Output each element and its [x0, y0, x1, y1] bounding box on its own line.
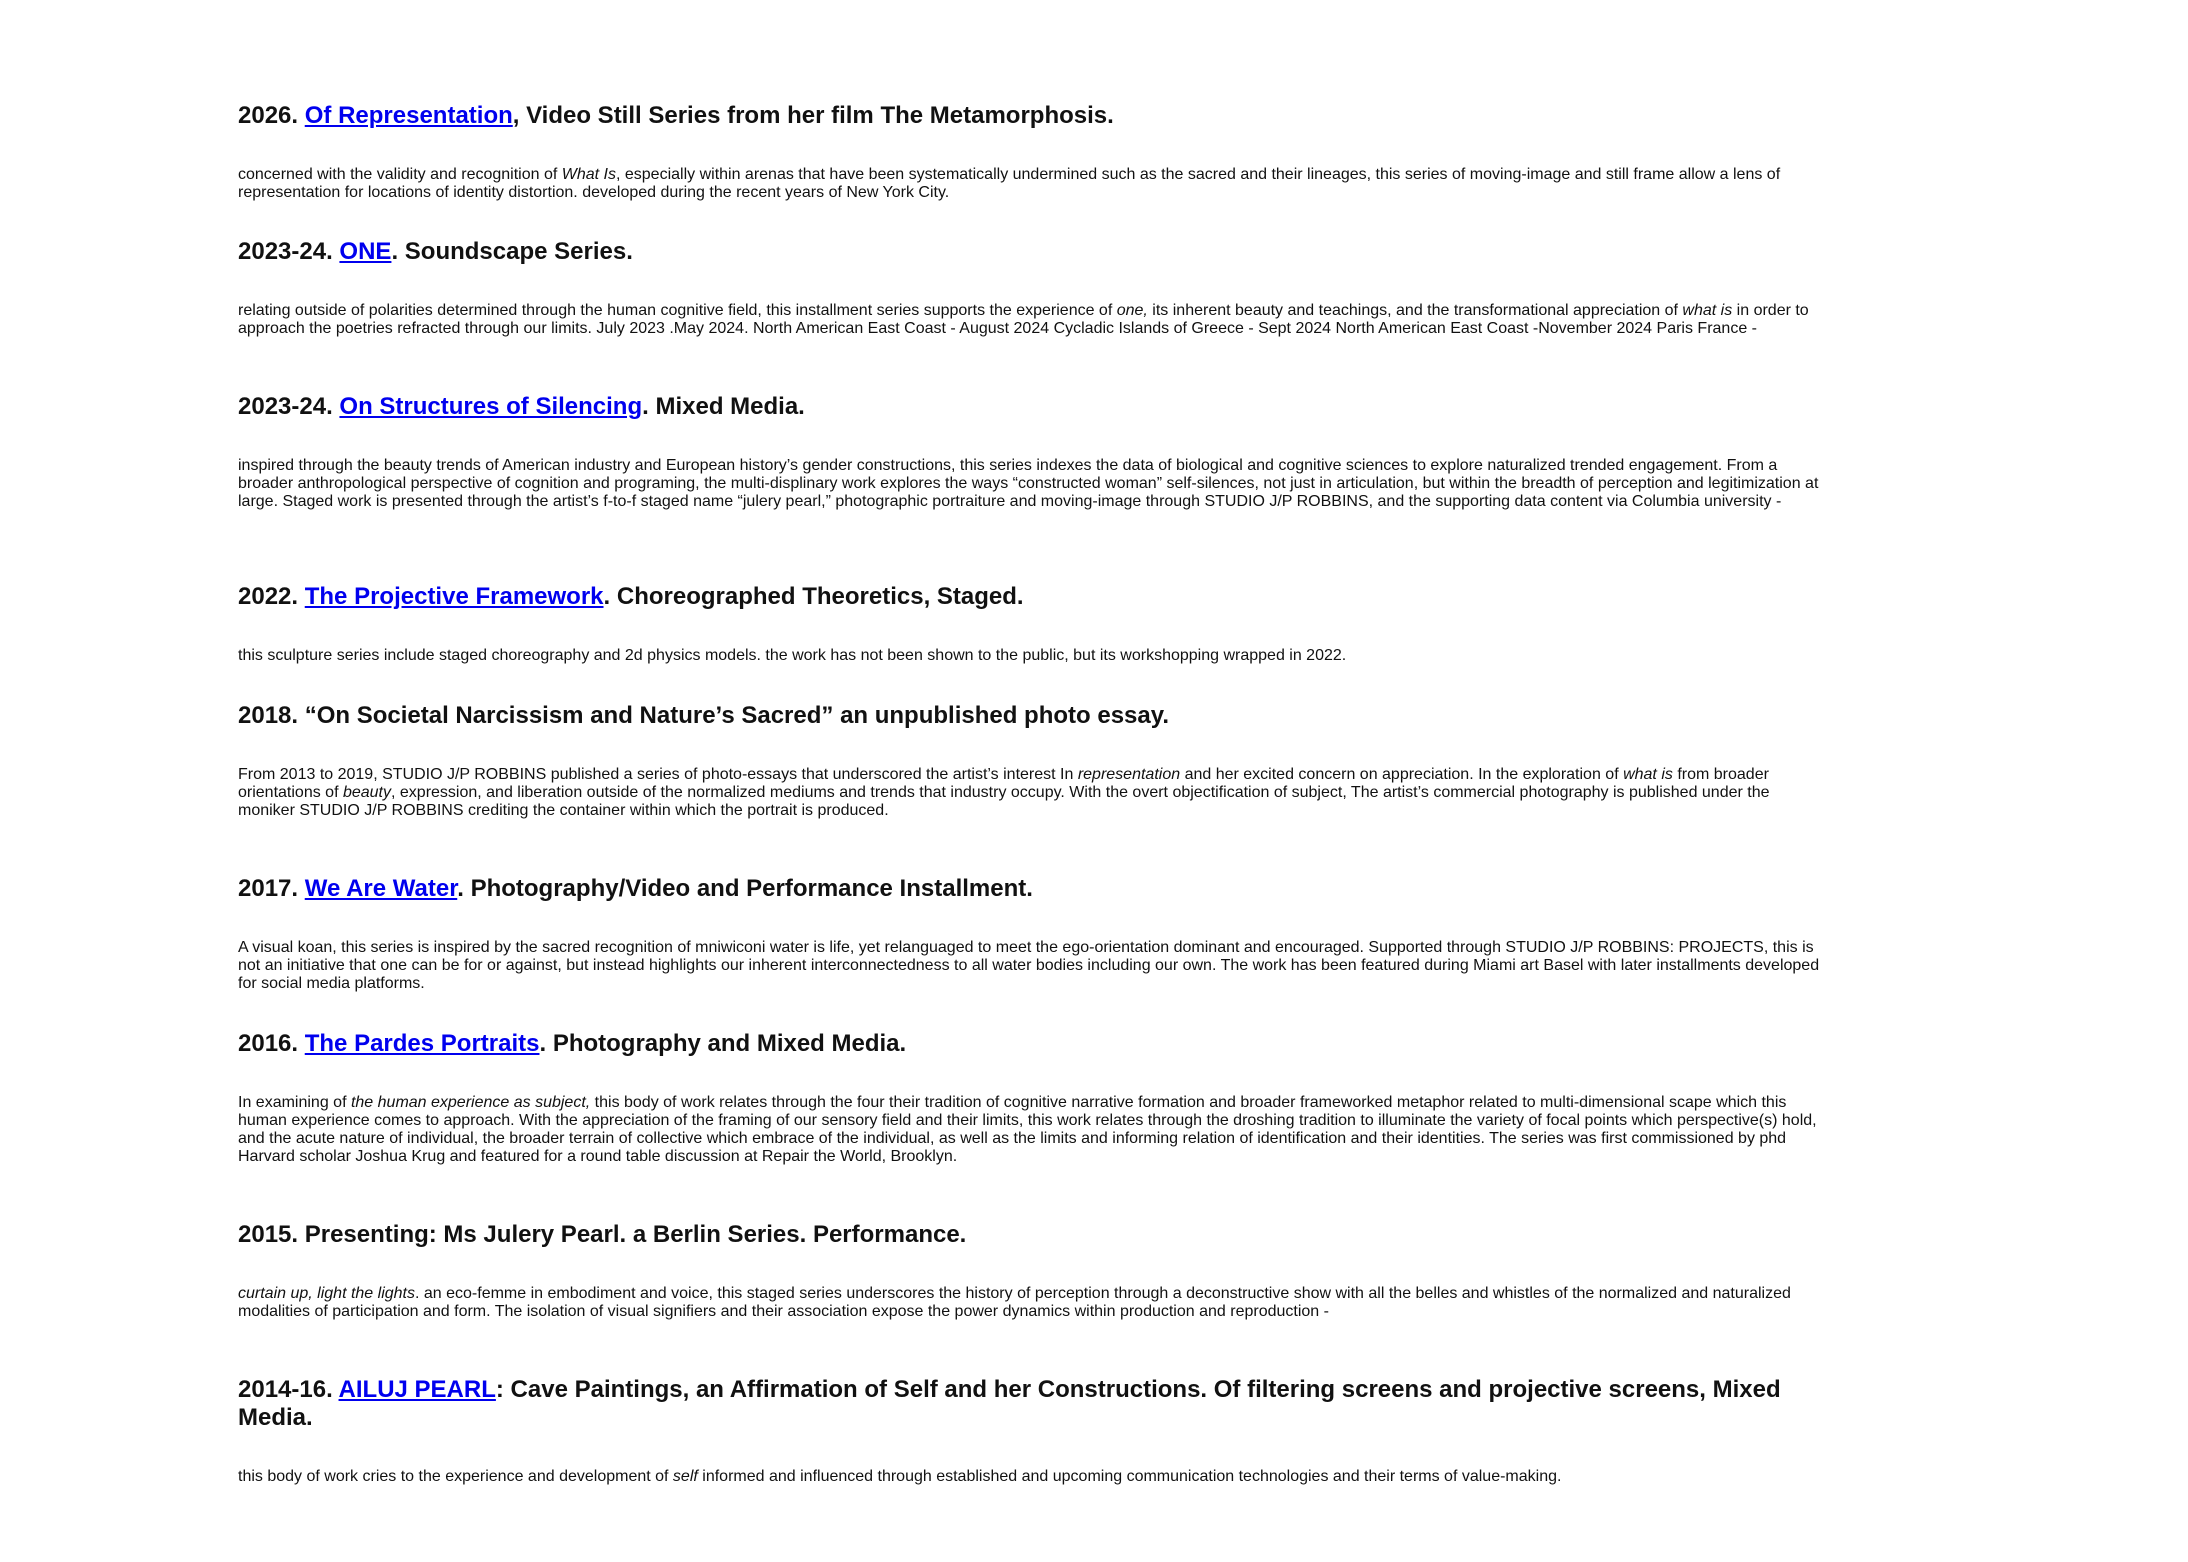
work-title-link[interactable]: The Pardes Portraits [304, 1029, 540, 1057]
emphasis-text: What Is [561, 166, 616, 183]
work-medium: The Metamorphosis. [880, 101, 1114, 129]
entry-year: 2014-16. [238, 1375, 333, 1403]
title-text: . [457, 874, 471, 902]
entry-title [238, 1030, 1838, 1058]
title-text: , Video Still Series from [512, 101, 788, 129]
work-title-link[interactable]: The Projective Framework [304, 582, 604, 610]
work-title-link[interactable]: AILUJ PEARL [338, 1375, 496, 1403]
entry-year: 2018. [238, 701, 299, 729]
entry-year: 2026. [238, 101, 299, 129]
title-text: . [642, 392, 656, 420]
description-text: relating outside of polarities determined through the human cognitive field, this installment series supports the experience of [238, 302, 1117, 319]
work-medium: Photography and Mixed Media. [552, 1029, 907, 1057]
work-medium: Soundscape Series. [404, 237, 633, 265]
description-text: , especially within arenas that have been systematically undermined such as the sacred and their lineages, this series of moving-image and still frame allow a lens of representation for locations of identity distortion. developed during the recent years of New York City. [238, 166, 1781, 201]
title-text: . [603, 582, 617, 610]
entry-title [238, 875, 1838, 903]
entry-description [238, 939, 1828, 993]
title-text: : Cave Paintings, an Affirmation of Self and her Constructions. [495, 1375, 1214, 1403]
entry-description [238, 166, 1828, 202]
entry-title [238, 393, 1838, 421]
entry-year: 2017. [238, 874, 299, 902]
exhibition-note: the work has not been shown to the public, but its workshopping wrapped in 2022. [765, 647, 1347, 664]
title-text: Presenting: Ms Julery Pearl. a Berlin Series. [298, 1220, 813, 1248]
entry-year: 2023-24. [238, 392, 333, 420]
exhibition-note: Staged work is presented through the artist’s f-to-f staged name “julery pearl,” photographic portraiture and moving-image through STUDIO J/P ROBBINS, and the supporting data content via Columbia university - [282, 493, 1782, 510]
emphasis-text: what is [1623, 766, 1673, 783]
title-text: “On Societal Narcissism and Nature’s Sacred” [298, 701, 841, 729]
exhibition-note: July 2023 .May 2024. North American East Coast - August 2024 Cycladic Islands of Greece - Sept 2024 North American East Coast -November 2024 Paris France - [596, 320, 1757, 337]
emphasis-text: one, [1116, 302, 1148, 319]
description-text: informed and influenced through established and upcoming communication technologies and their terms of value-making. [697, 1468, 1562, 1485]
description-text: , expression, and liberation outside of the normalized mediums and trends that industry occupy. [391, 784, 1070, 801]
entry-description [238, 1285, 1828, 1321]
description-text: . an eco-femme in embodiment and voice, this staged series underscores the history of perception through a deconstructive show with all the belles and whistles of the normalized and naturalized modalities of participation and form. The isolation of visual signifiers and their association expose the power dynamics within production and reproduction - [238, 1285, 1791, 1320]
description-text: concerned with the validity and recognition of [238, 166, 562, 183]
description-text: from broader orientations of [238, 766, 1769, 801]
entry-description [238, 647, 1828, 665]
description-text: this body of work cries to the experience and development of [238, 1468, 673, 1485]
title-text [298, 875, 305, 902]
emphasis-text: the human experience as subject, [350, 1094, 591, 1111]
faint-text: her film [787, 101, 881, 129]
title-text: . [539, 1029, 553, 1057]
entry-title [238, 1221, 1838, 1249]
description-text: In examining of [238, 1094, 351, 1111]
work-medium: Choreographed Theoretics, Staged. [616, 582, 1024, 610]
emphasis-text: representation [1077, 766, 1181, 783]
description-text: and her excited concern on appreciation. In the exploration of [1180, 766, 1624, 783]
work-medium: Mixed Media. [655, 392, 805, 420]
title-text [298, 102, 305, 129]
work-title-link[interactable]: Of Representation [304, 101, 513, 129]
exhibition-note: With the overt objectification of subject, The artist’s commercial photography is published under the moniker STUDIO J/P ROBBINS crediting the container within which the portrait is produced. [238, 784, 1770, 819]
entry-description [238, 302, 1828, 338]
entry-title [238, 102, 1838, 130]
title-text [298, 583, 305, 610]
entry-description [238, 766, 1828, 820]
emphasis-text: beauty [342, 784, 391, 801]
description-text: inspired through the beauty trends of American industry and European history’s gender constructions, this series indexes the data of biological and cognitive sciences to explore naturalized trended engagement. From a broader anthropological perspective of cognition and programing, the multi-displinary work explores the ways “constructed woman” self-silences, not just in articulation, but within the breadth of perception and legitimization at large. [238, 457, 1819, 510]
entry-title [238, 238, 1838, 266]
exhibition-note: The series was first commissioned by phd Harvard scholar Joshua Krug and featured for a round table discussion at Repair the World, Brooklyn. [238, 1130, 1787, 1165]
emphasis-text: self [672, 1468, 698, 1485]
emphasis-text: what is [1682, 302, 1733, 319]
entry-year: 2023-24. [238, 237, 333, 265]
work-medium: an unpublished photo essay. [840, 701, 1169, 729]
work-medium: Performance. [812, 1220, 967, 1248]
entry-title [238, 702, 1838, 730]
exhibition-note: The work has been featured during Miami art Basel with later installments developed for social media platforms. [238, 957, 1820, 992]
entry-description [238, 1468, 1828, 1486]
entry-description [238, 457, 1828, 511]
entry-year: 2022. [238, 582, 299, 610]
description-text: its inherent beauty and teachings, and the transformational appreciation of [1147, 302, 1683, 319]
work-title-link[interactable]: ONE [339, 237, 392, 265]
title-text [298, 1030, 305, 1057]
work-medium: Photography/Video and Performance Installment. [470, 874, 1033, 902]
entry-title [238, 1376, 1838, 1432]
entry-year: 2015. [238, 1220, 299, 1248]
description-text: From 2013 to 2019, STUDIO J/P ROBBINS published a series of photo-essays that underscored the artist’s interest In [238, 766, 1078, 783]
work-title-link[interactable]: We Are Water [304, 874, 458, 902]
entry-description [238, 1094, 1828, 1166]
work-medium: Of filtering screens and projective screens, Mixed Media. [238, 1375, 1781, 1431]
description-text: this body of work relates through the four their tradition of cognitive narrative formation and broader frameworked metaphor related to multi-dimensional scape which this human experience comes to approach. With the appreciation of the framing of our sensory field and their limits, this work relates through the droshing tradition to illuminate the variety of focal points which perspective(s) hold, and the acute nature of individual, the broader terrain of collective which embrace of the individual, as well as the limits and informing relation of identification and their identities. [238, 1094, 1817, 1147]
title-text: . [391, 237, 405, 265]
description-text: A visual koan, this series is inspired by the sacred recognition of mniwiconi water is life, yet relanguaged to meet the ego-orientation dominant and encouraged. Supported through STUDIO J/P ROBBINS: PROJECTS, this is not an initiative that one can be for or against, but instead highlights our inherent interconnectedness to all water bodies including our own. [238, 939, 1814, 974]
description-text: this sculpture series include staged choreography and 2d physics models. [238, 647, 766, 664]
description-text: in order to approach the poetries refracted through our limits. [238, 302, 1809, 337]
entry-title [238, 583, 1838, 611]
work-title-link[interactable]: On Structures of Silencing [339, 392, 643, 420]
entry-year: 2016. [238, 1029, 299, 1057]
emphasis-text: curtain up, light the lights [238, 1285, 415, 1302]
